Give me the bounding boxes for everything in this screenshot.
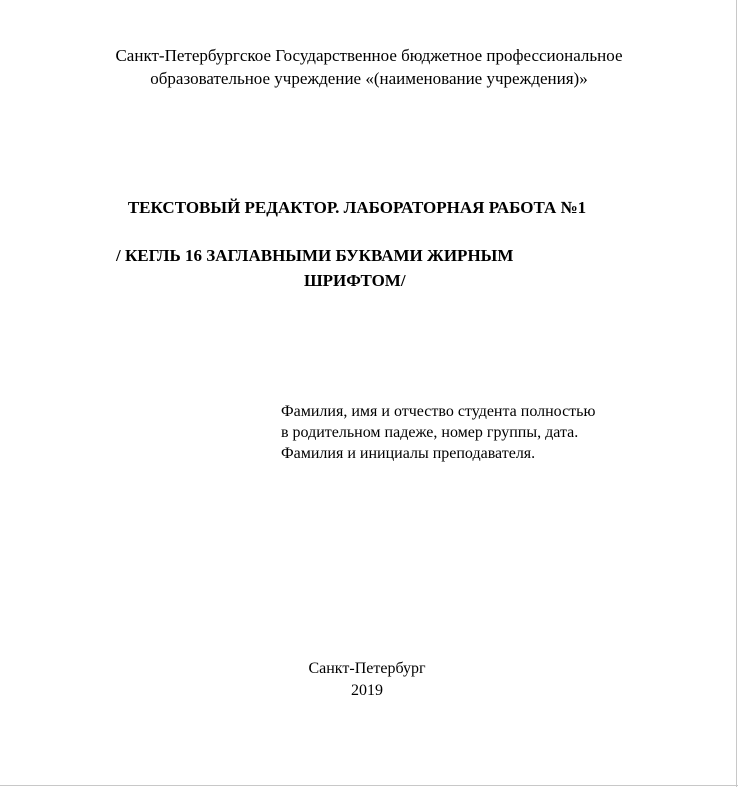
- student-info-line-2: в родительном падеже, номер группы, дата.: [281, 424, 579, 441]
- page-edge-right: [736, 0, 737, 787]
- document-subtitle-line-2: ШРИФТОМ/: [304, 271, 406, 290]
- student-info-line-1: Фамилия, имя и отчество студента полностью: [281, 403, 596, 420]
- institution-line-2: образовательное учреждение «(наименование учреждения)»: [150, 69, 588, 88]
- student-info-block: [281, 401, 595, 464]
- student-info-line-3: Фамилия и инициалы преподавателя.: [281, 445, 536, 462]
- document-title: ТЕКСТОВЫЙ РЕДАКТОР. ЛАБОРАТОРНАЯ РАБОТА №1: [127, 198, 587, 217]
- footer-year: 2019: [351, 682, 383, 699]
- footer-city-year: [234, 658, 500, 702]
- institution-header: [0, 44, 738, 90]
- footer-city: Санкт-Петербург: [308, 660, 426, 677]
- document-subtitle-line-1: / КЕГЛЬ 16 ЗАГЛАВНЫМИ БУКВАМИ ЖИРНЫМ: [116, 246, 514, 265]
- page-edge-bottom: [0, 785, 738, 786]
- institution-line-1: Санкт-Петербургское Государственное бюджетное профессиональное: [115, 46, 623, 65]
